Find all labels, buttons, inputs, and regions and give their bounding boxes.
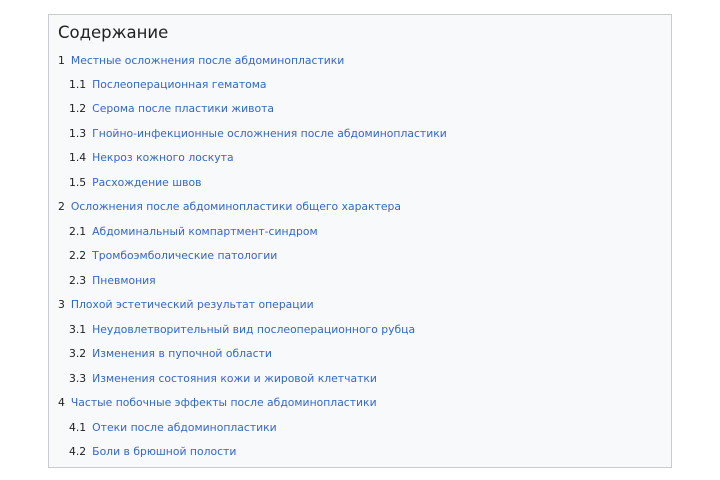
toc-link[interactable]: Частые побочные эффекты после абдоминопластики <box>70 396 377 409</box>
toc-number: 3.1 <box>69 323 87 336</box>
toc-item-4-1[interactable] <box>69 418 277 438</box>
toc-title: Содержание <box>58 23 169 42</box>
toc-item-1[interactable] <box>58 51 344 71</box>
table-of-contents <box>48 14 672 468</box>
toc-link[interactable]: Неудовлетворительный вид послеоперационного рубца <box>92 323 416 336</box>
toc-link[interactable]: Расхождение швов <box>92 176 202 189</box>
toc-link[interactable]: Абдоминальный компартмент-синдром <box>92 225 318 238</box>
toc-number: 1.4 <box>69 151 87 164</box>
toc-number: 2.3 <box>69 274 87 287</box>
toc-link[interactable]: Осложнения после абдоминопластики общего характера <box>70 200 401 213</box>
toc-link[interactable]: Изменения в пупочной области <box>92 347 272 360</box>
toc-link[interactable]: Отеки после абдоминопластики <box>92 421 277 434</box>
toc-number: 3 <box>58 298 65 311</box>
toc-number: 3.3 <box>69 372 87 385</box>
toc-link[interactable]: Боли в брюшной полости <box>92 445 237 458</box>
toc-item-3[interactable] <box>58 295 314 315</box>
toc-link[interactable]: Плохой эстетический результат операции <box>70 298 314 311</box>
toc-item-3-3[interactable] <box>69 369 377 389</box>
toc-number: 4 <box>58 396 65 409</box>
toc-item-2-2[interactable] <box>69 246 277 266</box>
toc-link[interactable]: Послеоперационная гематома <box>92 78 267 91</box>
toc-item-3-1[interactable] <box>69 320 415 340</box>
toc-number: 1.1 <box>69 78 87 91</box>
toc-number: 2 <box>58 200 65 213</box>
toc-link[interactable]: Гнойно-инфекционные осложнения после абдоминопластики <box>92 127 447 140</box>
toc-number: 1.3 <box>69 127 87 140</box>
toc-link[interactable]: Пневмония <box>92 274 156 287</box>
toc-item-2-3[interactable] <box>69 271 156 291</box>
toc-item-2[interactable] <box>58 197 401 217</box>
toc-number: 2.2 <box>69 249 87 262</box>
toc-link[interactable]: Изменения состояния кожи и жировой клетчатки <box>92 372 377 385</box>
toc-link[interactable]: Тромбоэмболические патологии <box>92 249 278 262</box>
toc-item-1-4[interactable] <box>69 148 234 168</box>
toc-number: 4.1 <box>69 421 87 434</box>
toc-number: 4.2 <box>69 445 87 458</box>
toc-number: 2.1 <box>69 225 87 238</box>
toc-item-1-1[interactable] <box>69 75 267 95</box>
toc-number: 1.5 <box>69 176 87 189</box>
toc-number: 1.2 <box>69 102 87 115</box>
toc-item-2-1[interactable] <box>69 222 318 242</box>
toc-item-4[interactable] <box>58 393 377 413</box>
toc-link[interactable]: Некроз кожного лоскута <box>92 151 234 164</box>
toc-link[interactable]: Местные осложнения после абдоминопластики <box>70 54 345 67</box>
toc-item-1-5[interactable] <box>69 173 201 193</box>
toc-link[interactable]: Серома после пластики живота <box>92 102 274 115</box>
toc-item-1-3[interactable] <box>69 124 447 144</box>
toc-number: 3.2 <box>69 347 87 360</box>
toc-item-3-2[interactable] <box>69 344 272 364</box>
toc-item-4-2[interactable] <box>69 442 236 462</box>
toc-item-1-2[interactable] <box>69 99 274 119</box>
toc-number: 1 <box>58 54 65 67</box>
